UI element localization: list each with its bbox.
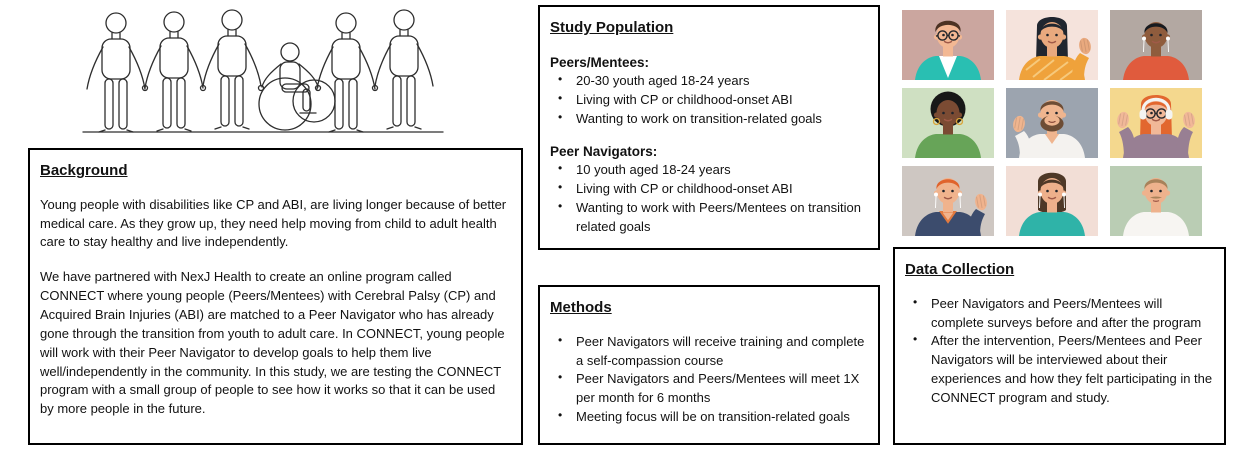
- methods-list: [550, 333, 868, 427]
- study-population-section: [538, 5, 880, 250]
- background-paragraph-1: Young people with disabilities like CP and ABI, are living longer because of better medical care. As they grow up, they need help moving from child to adult health care to stay healthy and live independently.: [40, 196, 507, 250]
- avatar-man-mustache-white-shirt: [1110, 166, 1202, 236]
- bullet-item: • Wanting to work on transition-related goals: [556, 110, 868, 129]
- avatar-woman-headphones-both-hands-up: [1110, 88, 1202, 158]
- study-population-title: Study Population: [550, 19, 674, 36]
- peers-mentees-heading: Peers/Mentees:: [550, 54, 650, 70]
- avatar-grid: [902, 10, 1202, 236]
- background-title: Background: [40, 162, 128, 179]
- methods-section: [538, 285, 880, 445]
- data-collection-section: [893, 247, 1226, 445]
- bullet-item: • Wanting to work with Peers/Mentees on transition related goals: [556, 199, 868, 237]
- bullet-item: • Peer Navigators and Peers/Mentees will complete surveys before and after the program: [911, 295, 1214, 333]
- peer-navigators-list: [550, 161, 868, 236]
- avatar-woman-long-black-hair-waving: [1006, 10, 1098, 80]
- avatar-woman-bob-teal-top: [1006, 166, 1098, 236]
- wheelchair-person: [259, 43, 335, 130]
- bullet-item: • Living with CP or childhood-onset ABI: [556, 180, 868, 199]
- avatar-man-glasses-teal-jacket: [902, 10, 994, 80]
- peer-navigators-heading: Peer Navigators:: [550, 143, 658, 159]
- avatar-man-orange-hair-waving: [902, 166, 994, 236]
- data-collection-list: [905, 295, 1214, 408]
- background-paragraph-2: We have partnered with NexJ Health to create an online program called CONNECT where young people (Peers/Mentees) with Cerebral Palsy (CP) and Acquired Brain Injuries (ABI) are matched to a Peer Navigator who has already gone through the transition from youth to adult care. In CONNECT, young people will work with their Peer Navigator to develop goals to help them live well/independently in the community. In this study, we are testing the CONNECT program with a small group of people to see how it works so that it can be used by more people in the future.: [40, 269, 505, 417]
- bullet-item: • 20-30 youth aged 18-24 years: [556, 72, 868, 91]
- peers-mentees-list: [550, 72, 868, 129]
- bullet-item: • Peer Navigators and Peers/Mentees will meet 1X per month for 6 months: [556, 370, 868, 408]
- methods-title: Methods: [550, 299, 612, 316]
- avatar-woman-afro-hoop-earrings: [902, 88, 994, 158]
- bullet-item: • Living with CP or childhood-onset ABI: [556, 91, 868, 110]
- bullet-item: • Peer Navigators will receive training and complete a self-compassion course: [556, 333, 868, 371]
- avatar-man-beard-waving: [1006, 88, 1098, 158]
- bullet-item: • Meeting focus will be on transition-related goals: [556, 408, 868, 427]
- bullet-item: • 10 youth aged 18-24 years: [556, 161, 868, 180]
- avatar-man-earbuds-red-polo: [1110, 10, 1202, 80]
- group-people-line-drawing-illustration: [78, 0, 448, 140]
- data-collection-title: Data Collection: [905, 261, 1015, 278]
- bullet-item: • After the intervention, Peers/Mentees and Peer Navigators will be interviewed about their experiences and how they felt participating in the CONNECT program and study.: [911, 332, 1214, 407]
- background-section: [28, 148, 523, 445]
